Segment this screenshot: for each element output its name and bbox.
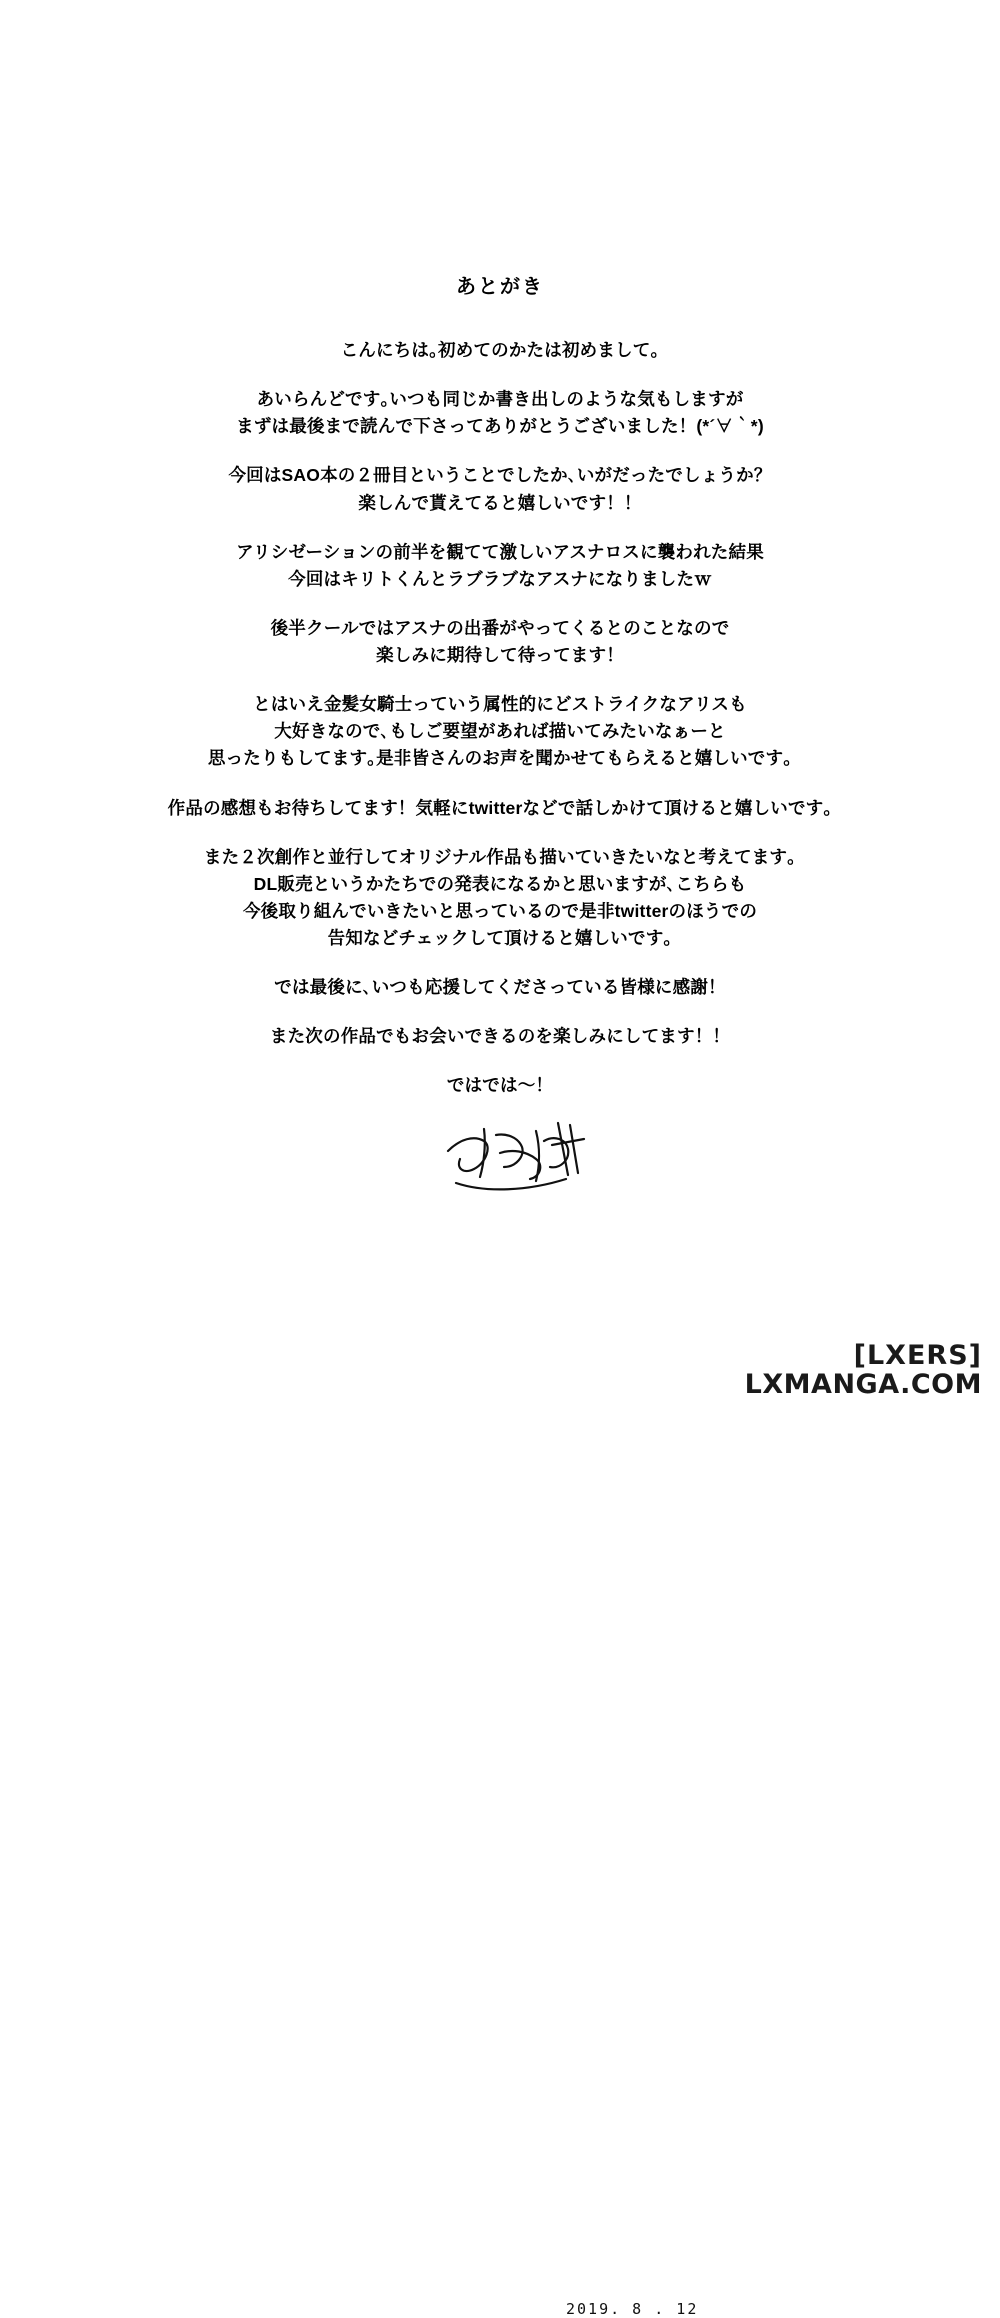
paragraph-greeting [70, 337, 930, 364]
paragraph-feedback [70, 795, 930, 822]
watermark-tag: [LXERS] [853, 1340, 982, 1372]
text-line: 今回はキリトくんとラブラブなアスナになりましたｗ [288, 568, 712, 589]
signature-date: 2019. 8 . 12 [566, 2300, 699, 2318]
paragraph-second-cool [70, 615, 930, 669]
text-line: 思ったりもしてます｡是非皆さんのお声を聞かせてもらえると嬉しいです｡ [207, 748, 793, 769]
text-line: 告知などチェックして頂けると嬉しいです｡ [327, 928, 673, 948]
text-line: 楽しんで貰えてると嬉しいです！！ [358, 492, 642, 513]
text-line: 楽しみに期待して待ってます！ [376, 645, 624, 665]
paragraph-alicization [70, 539, 930, 593]
watermark [745, 1342, 982, 1399]
text-line: まずは最後まで読んで下さってありがとうございました！(*´∀｀*) [236, 416, 764, 437]
paragraph-next-work [70, 1023, 930, 1050]
text-line: また次の作品でもお会いできるのを楽しみにしてます！！ [269, 1026, 731, 1047]
text-line: では最後に､いつも応援してくださっている皆様に感謝！ [274, 977, 726, 998]
text-line: 大好きなので､もしご要望があれば描いてみたいなぁーと [274, 721, 726, 742]
text-line: とはいえ金髪女騎士っていう属性的にどストライクなアリスも [253, 694, 747, 715]
afterword-body [0, 270, 1000, 1122]
handwritten-signature-icon [440, 1105, 620, 1225]
text-line: アリシゼーションの前半を観てて激しいアスナロスに襲われた結果 [236, 541, 764, 562]
text-line: また２次創作と並行してオリジナル作品も描いていきたいなと考えてます｡ [203, 846, 797, 867]
text-line: あいらんどです｡いつも同じか書き出しのような気もしますが [256, 389, 744, 410]
paragraph-sao-book [70, 462, 930, 516]
page-title: あとがき [456, 276, 544, 298]
paragraph-thanks [70, 974, 930, 1001]
watermark-site: LXMANGA.COM [744, 1368, 982, 1400]
paragraph-intro [70, 386, 930, 440]
text-line: ではでは〜！ [446, 1075, 554, 1096]
text-line: 今回はSAO本の２冊目ということでしたか､いがだったでしょうか？ [228, 465, 772, 486]
text-line: 今後取り組んでいきたいと思っているので是非twitterのほうでの [242, 900, 758, 921]
paragraph-original-works [70, 844, 930, 953]
paragraph-alice [70, 691, 930, 772]
text-line: 後半クールではアスナの出番がやってくるとのことなので [270, 617, 730, 638]
text-line: DL販売というかたちでの発表になるかと思いますが､こちらも [253, 873, 747, 894]
text-line: 作品の感想もお待ちしてます！気軽にtwitterなどで話しかけて頂けると嬉しいです｡ [167, 797, 833, 818]
text-line: こんにちは｡初めてのかたは初めまして｡ [340, 340, 660, 360]
